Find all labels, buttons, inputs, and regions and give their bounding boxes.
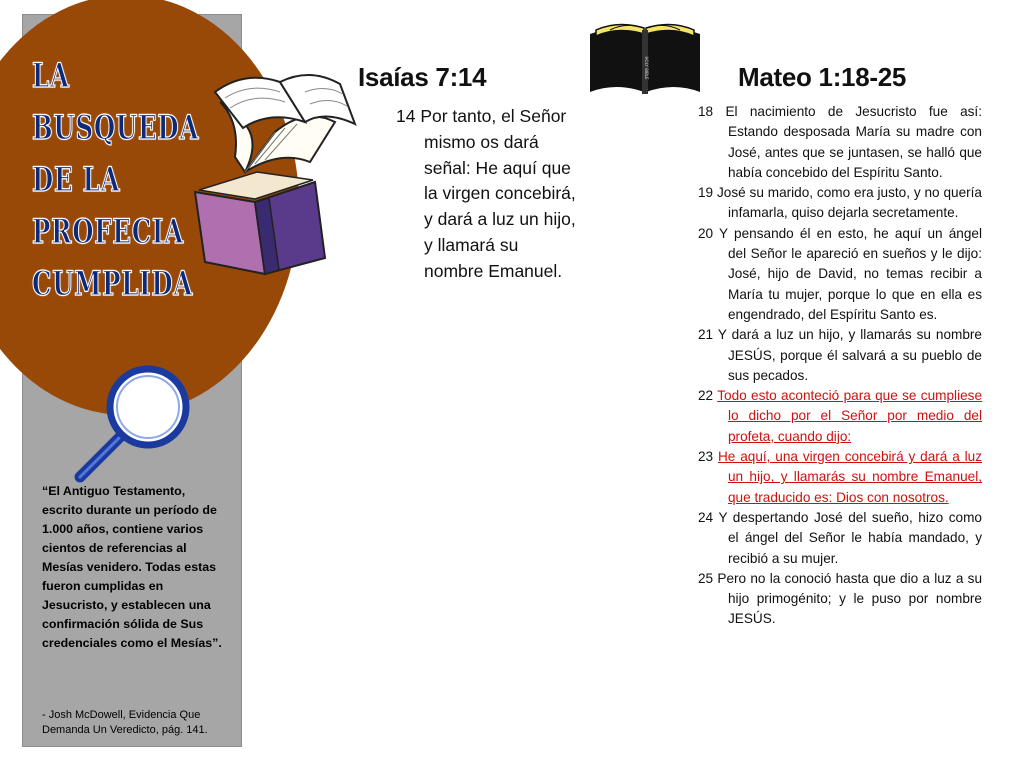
- verse-25: [698, 569, 982, 630]
- verse-23: [698, 447, 982, 508]
- verse-text: El nacimiento de Jesucristo fue así: Estando desposada María su madre con José, antes que se juntasen, se halló que había concebido del Espíritu Santo.: [725, 104, 982, 180]
- verse-21: [698, 325, 982, 386]
- sidebar-quote: “El Antiguo Testamento, escrito durante un período de 1.000 años, contiene varios cientos de referencias al Mesías venidero. Todas estas fueron cumplidas en Jesucristo, y establecen una confirmación sólida de Sus credenciales como el Mesías”.: [42, 484, 222, 650]
- open-book-stack-icon: [185, 62, 385, 282]
- title-line: BUSQUEDA: [32, 108, 200, 148]
- quote-attribution: - Josh McDowell, Evidencia Que Demanda Un Veredicto, pág. 141.: [42, 709, 208, 736]
- title-line: DE LA: [32, 160, 121, 200]
- verse-number: 22: [698, 388, 714, 404]
- verse-19: [698, 183, 982, 224]
- verse-number: 18: [698, 104, 714, 119]
- bible-icon: [586, 20, 704, 98]
- verse-text-highlighted: He aquí, una virgen concebirá y dará a luz un hijo, y llamarás su nombre Emanuel, que traducido es: Dios con nosotros.: [717, 449, 982, 505]
- isaias-heading: Isaías 7:14: [358, 62, 487, 92]
- verse-22: [698, 386, 982, 447]
- verse-text: Pero no la conoció hasta que dio a luz a su hijo primogénito; y le puso por nombre JESÚS.: [717, 570, 983, 627]
- main-title: [32, 50, 200, 310]
- verse-number: 21: [698, 327, 714, 343]
- verse-number: 20: [698, 225, 714, 241]
- verse-24: [698, 508, 982, 569]
- verse-number: 23: [698, 449, 714, 465]
- verse-text: Y pensando él en esto, he aquí un ángel del Señor le apareció en sueños y le dijo: José, hijo de David, no temas recibir a María tu mujer, porque lo que en ella es engendrado, del Espíritu Santo es.: [719, 225, 983, 322]
- verse-text: Y despertando José del sueño, hizo como el ángel del Señor le había mandado, y recibió a su mujer.: [718, 509, 982, 566]
- verse-text: José su marido, como era justo, y no quería infamarla, quiso dejarla secretamente.: [716, 185, 982, 221]
- magnifying-glass-icon: [60, 365, 190, 490]
- verse-number: 19: [698, 185, 714, 201]
- verse-18: [698, 102, 982, 183]
- verse-text-highlighted: Todo esto aconteció para que se cumpliese lo dicho por el Señor por medio del profeta, cuando dijo:: [717, 388, 983, 444]
- mateo-verses: [698, 102, 982, 630]
- bible-label: HOLY BIBLE: [644, 56, 649, 80]
- title-line: LA: [32, 56, 70, 96]
- mateo-heading: Mateo 1:18-25: [738, 62, 907, 92]
- verse-number: 24: [698, 509, 714, 525]
- title-line: PROFECIA: [32, 212, 184, 252]
- verse-number: 25: [698, 570, 714, 586]
- verse-20: [698, 224, 982, 325]
- verse-text: Y dará a luz un hijo, y llamarás su nombre JESÚS, porque él salvará a su pueblo de sus pecados.: [717, 327, 982, 383]
- title-line: CUMPLIDA: [32, 264, 193, 304]
- isaias-verse: 14 Por tanto, el Señor mismo os dará señal: He aquí que la virgen concebirá, y dará a luz un hijo, y llamará su nombre Emanuel.: [396, 106, 576, 281]
